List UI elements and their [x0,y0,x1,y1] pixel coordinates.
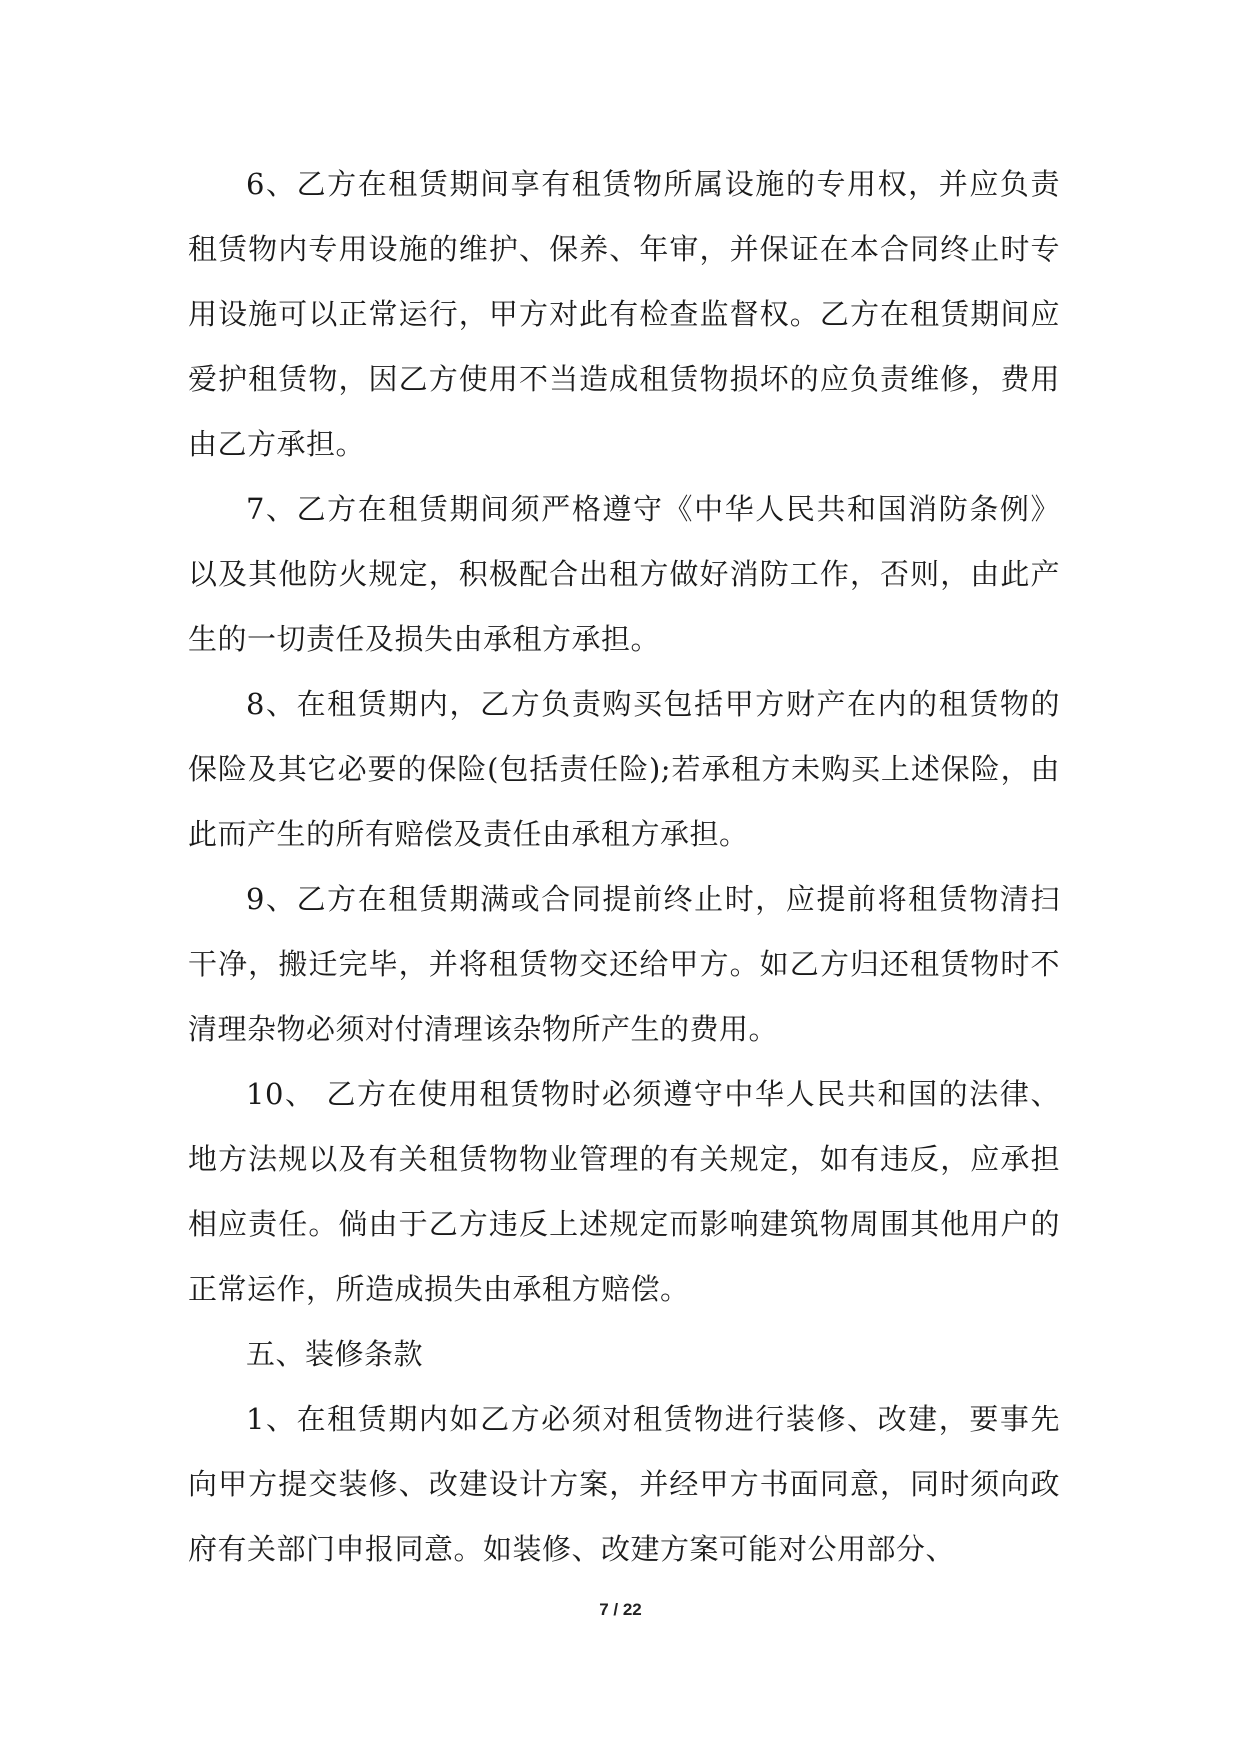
clause-9-paragraph: 9、乙方在租赁期满或合同提前终止时，应提前将租赁物清扫干净，搬迁完毕，并将租赁物交还给甲方。如乙方归还租赁物时不清理杂物必须对付清理该杂物所产生的费用。 [188,882,1060,1046]
clause-10-paragraph: 10、 乙方在使用租赁物时必须遵守中华人民共和国的法律、地方法规以及有关租赁物物业管理的有关规定，如有违反，应承担相应责任。倘由于乙方违反上述规定而影响建筑物周围其他用户的正常运作，所造成损失由承租方赔偿。 [188,1077,1060,1306]
document-body [188,152,1060,1582]
clause-8-paragraph: 8、在租赁期内，乙方负责购买包括甲方财产在内的租赁物的保险及其它必要的保险(包括责任险);若承租方未购买上述保险，由此而产生的所有赔偿及责任由承租方承担。 [188,687,1060,851]
page-number: 7 / 22 [599,1600,642,1619]
decoration-clause-1-paragraph: 1、在租赁期内如乙方必须对租赁物进行装修、改建，要事先向甲方提交装修、改建设计方案，并经甲方书面同意，同时须向政府有关部门申报同意。如装修、改建方案可能对公用部分、 [188,1402,1060,1566]
clause-7-paragraph: 7、乙方在租赁期间须严格遵守《中华人民共和国消防条例》以及其他防火规定，积极配合出租方做好消防工作，否则，由此产生的一切责任及损失由承租方承担。 [188,492,1060,656]
clause-6-paragraph: 6、乙方在租赁期间享有租赁物所属设施的专用权，并应负责租赁物内专用设施的维护、保养、年审，并保证在本合同终止时专用设施可以正常运行，甲方对此有检查监督权。乙方在租赁期间应爱护租赁物，因乙方使用不当造成租赁物损坏的应负责维修，费用由乙方承担。 [188,167,1060,461]
section-heading: 五、装修条款 [246,1337,424,1371]
